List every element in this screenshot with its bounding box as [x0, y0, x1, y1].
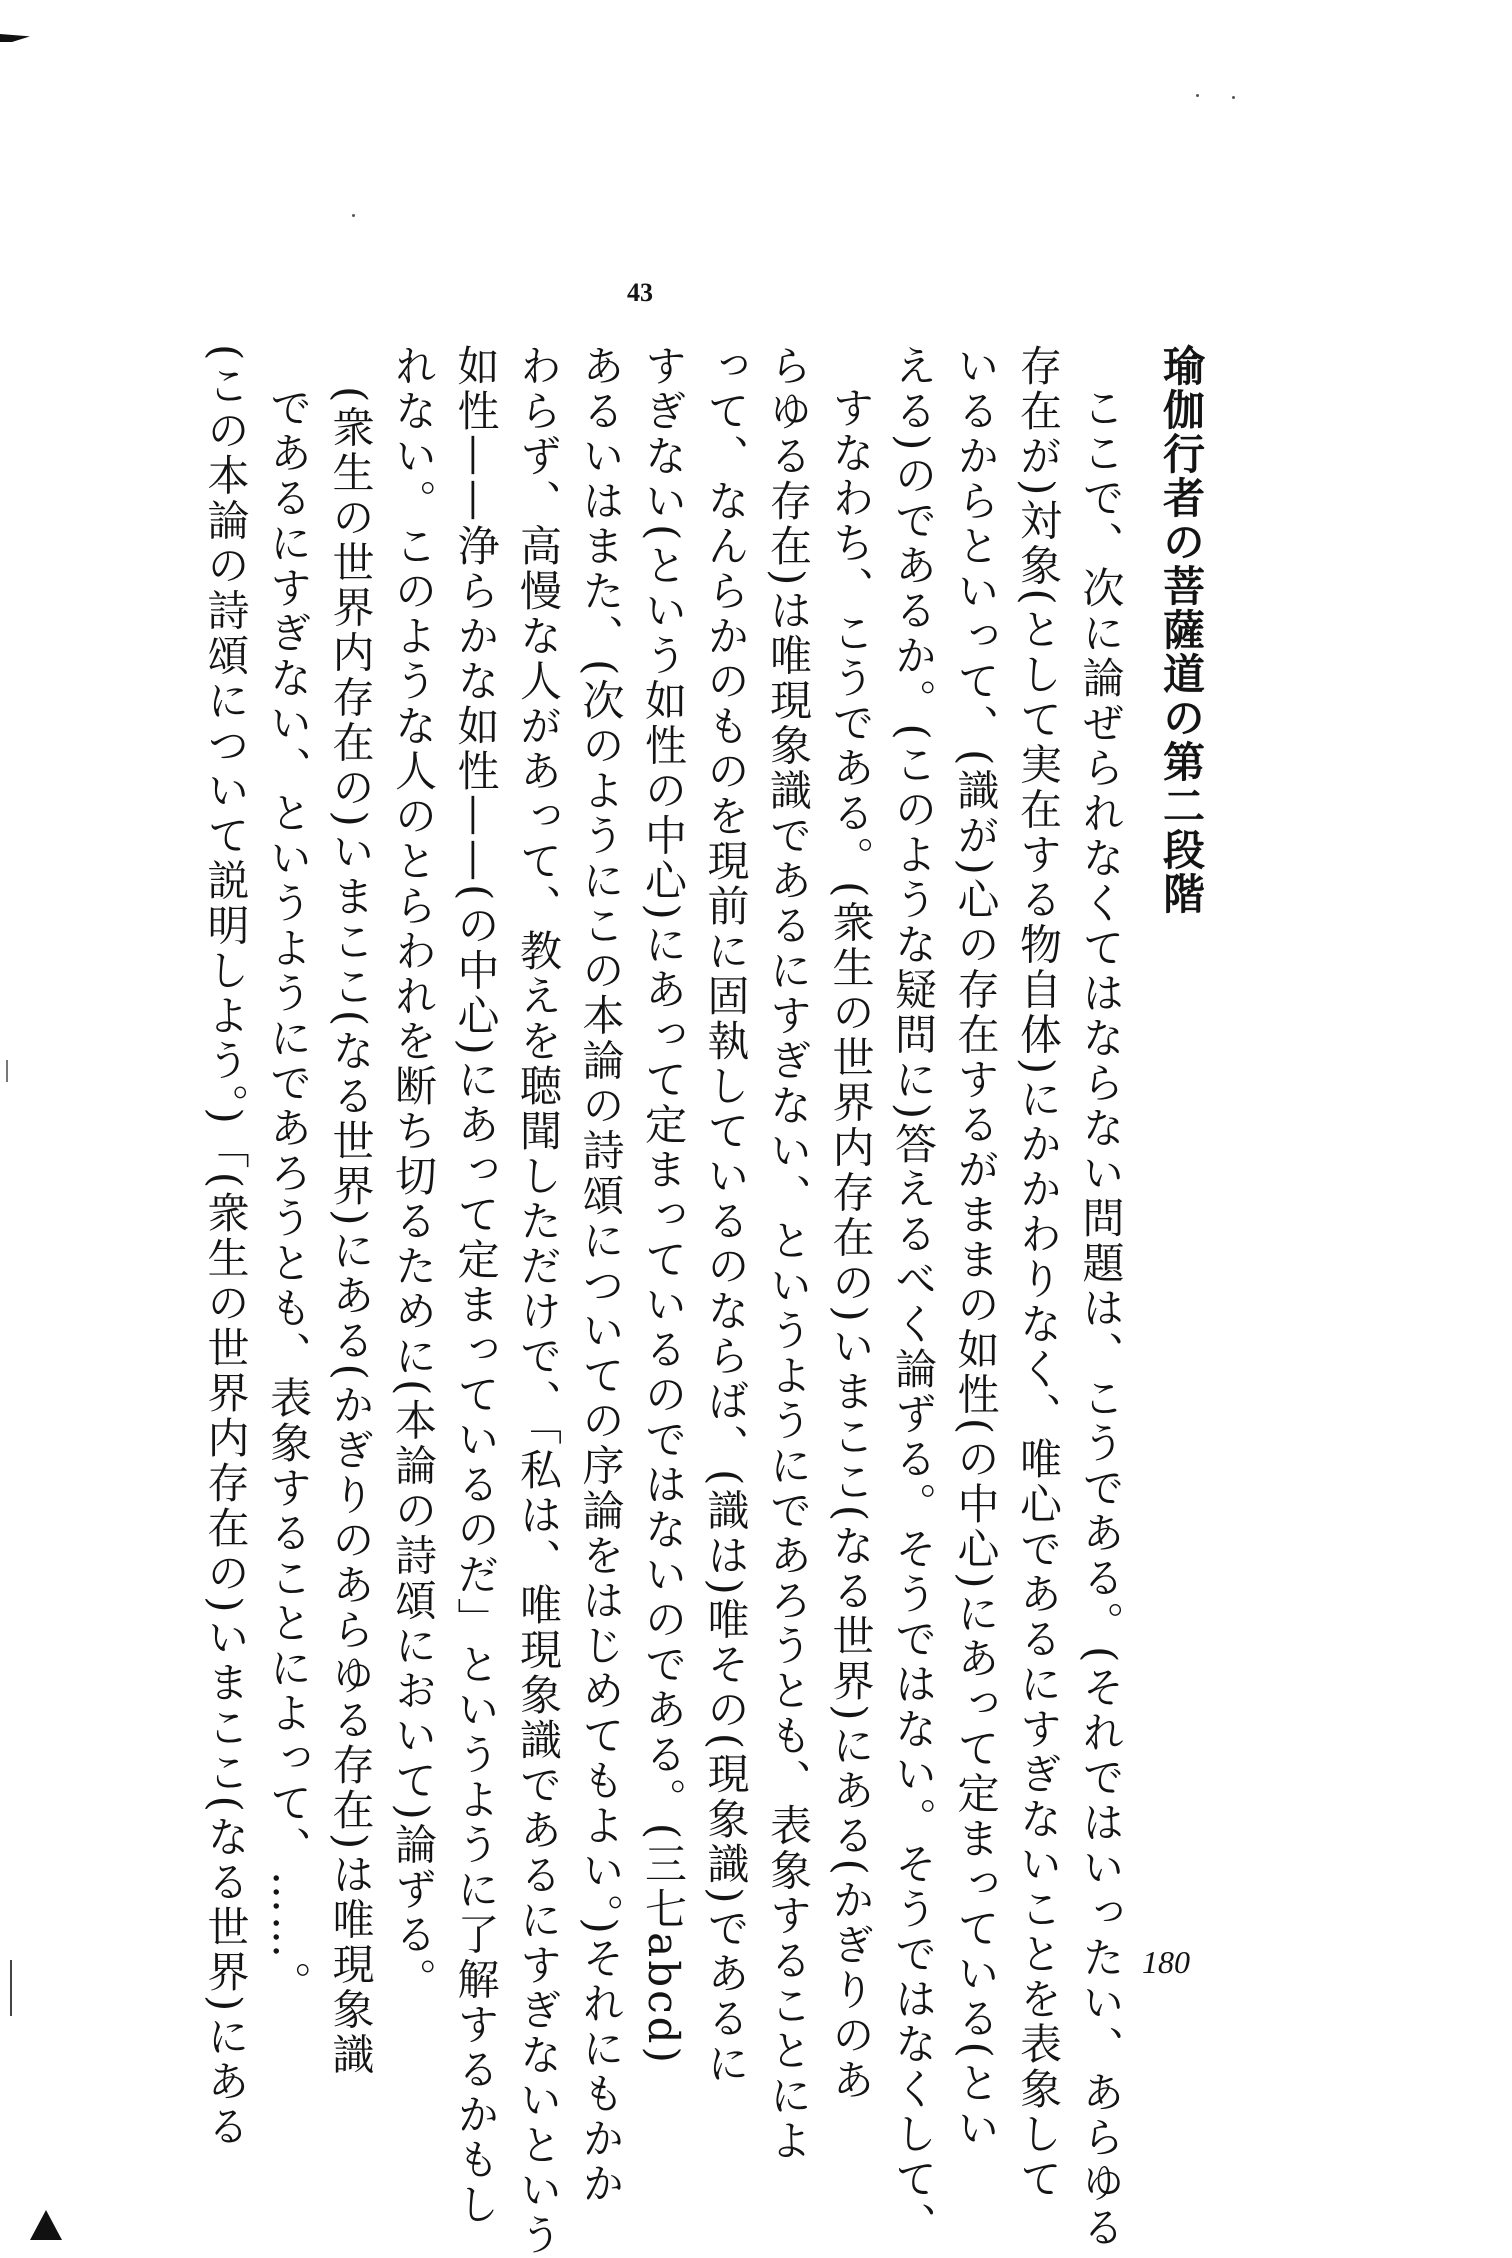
- section-number: 43: [627, 278, 653, 307]
- scan-artifact: [0, 34, 30, 42]
- text-column: いるからといって、(識が)心の存在するがままの如性(の中心)にあって定まっている(とい: [951, 344, 1001, 2151]
- text-column: って、なんらかのものを現前に固執しているのならば、(識は)唯その(現象識)であるに: [701, 344, 751, 2087]
- scan-artifact: [6, 1060, 8, 1082]
- scan-speck: [1232, 96, 1235, 99]
- text-column: ここで、次に論ぜられなくてはならない問題は、こうである。(それではいったい、あらゆる: [1076, 386, 1126, 2251]
- text-column: れない。このような人のとらわれを断ち切るために(本論の詩頌において)論ずる。: [389, 344, 438, 2003]
- text-column: 如性——浄らかな如性——(の中心)にあって定まっているのだ」というように了解するかもし: [451, 344, 501, 2228]
- text-column: 存在が)対象(として実在する物自体)にかかわりなく、唯心であるにすぎないことを表象して: [1014, 344, 1063, 2203]
- page-number: 180: [1142, 1944, 1190, 1980]
- text-column: (衆生の世界内存在の)いまここ(なる世界)にある(かぎりのあらゆる存在)は唯現象識: [326, 386, 376, 2078]
- text-column: すなわち、こうである。(衆生の世界内存在の)いまここ(なる世界)にある(かぎりのあ: [826, 386, 876, 2103]
- text-column: (この本論の詩頌について説明しよう。)「(衆生の世界内存在の)いまここ(なる世界)にある: [201, 344, 251, 2150]
- text-column: すぎない(という如性の中心)にあって定まっているのではないのである。(三七abcd): [639, 344, 688, 2066]
- text-column: あるいはまた、(次のようにこの本論の詩頌についての序論をはじめてもよい。)それにもかか: [576, 344, 626, 2207]
- text-column: わらず、高慢な人があって、教えを聴聞しただけで、「私は、唯現象識であるにすぎないという: [514, 344, 563, 2258]
- text-column: える)のであるか。(このような疑問に)答えるべく論ずる。そうではない。そうではなくして、: [889, 344, 938, 2248]
- chapter-heading: 瑜伽行者の菩薩道の第二段階: [1157, 344, 1206, 916]
- scan-speck: [1196, 94, 1199, 97]
- body-text: [194, 344, 1212, 2258]
- scan-speck: [352, 214, 355, 217]
- text-column: らゆる存在)は唯現象識であるにすぎない、というようにであろうとも、表象することによ: [764, 344, 813, 2164]
- scan-artifact: [30, 2210, 62, 2240]
- scan-artifact: [10, 1960, 12, 2016]
- text-column: であるにすぎない、というようにであろうとも、表象することによって、……。: [264, 386, 313, 2006]
